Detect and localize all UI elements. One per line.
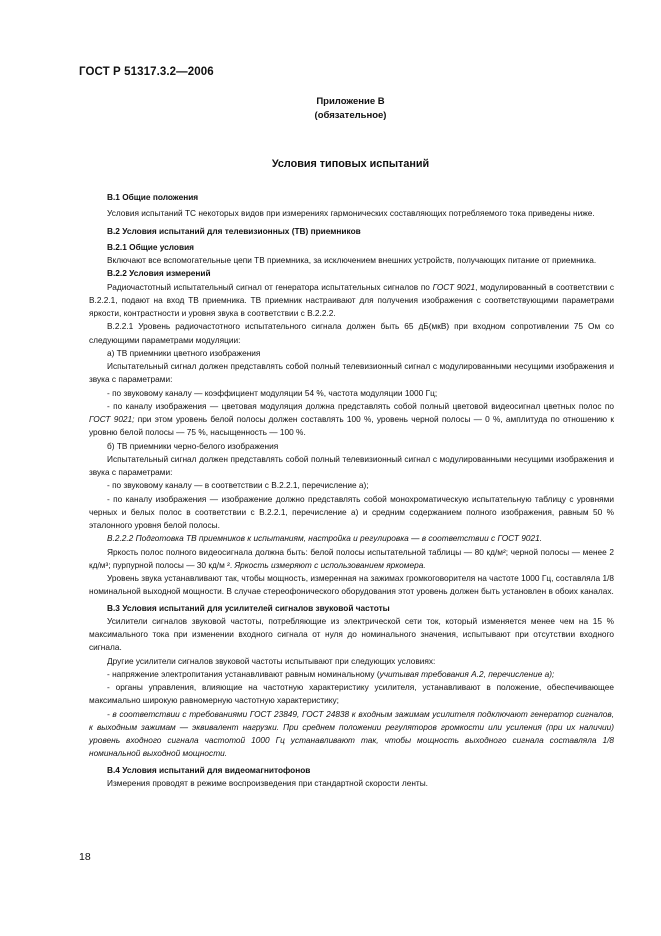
list-item [89,400,614,440]
list-item: - по звуковому каналу — в соответствии с В.2.2.1, перечисление а); [107,480,369,491]
section-heading-b2: В.2 Условия испытаний для телевизионных (ТВ) приемников [107,225,361,236]
section-heading-b1: В.1 Общие положения [107,192,199,202]
paragraph [89,546,614,573]
list-item: - по звуковому каналу — коэффициент модуляции 54 %, частота модуляции 1000 Гц; [107,387,438,398]
text-run: Яркость полос полного видеосигнала должна быть: белой полосы испытательной таблицы — 80 кд/м²; черной полосы — менее 2 кд/м³; пурпурной полосы — 30 кд/м ². [89,546,614,570]
section-heading-b4: В.4 Условия испытаний для видеомагнитофонов [107,764,311,775]
list-label: б) ТВ приемники черно-белого изображения [107,440,279,451]
paragraph: Другие усилители сигналов звуковой частоты испытывают при следующих условиях: [107,655,436,666]
text-run: при этом уровень белой полосы должен составлять 100 %, уровень черной полосы — 0 %, амплитуда по отношению к уровню белой полосы — 75 %, насыщенность — 100 %. [89,414,614,438]
document-body [89,191,614,790]
italic-note: Яркость измеряют с использованием яркомера. [234,559,426,570]
paragraph: Уровень звука устанавливают так, чтобы мощность, измеренная на зажимах громкоговорителя на частоте 1000 Гц, составляла 1/8 номинальной выходной мощности. В случае стереофонического оборудования этот уровень должен быть установлен в обоих каналах. [89,573,614,597]
page-number: 18 [79,851,91,863]
annex-label: Приложение В [316,96,385,107]
paragraph: Испытательный сигнал должен представлять собой полный телевизионный сигнал с модулированными несущими изображения и звука с параметрами: [89,361,614,385]
paragraph: В.2.2.1 Уровень радиочастотного испытательного сигнала должен быть 65 дБ(мкВ) при входном сопротивлении 75 Ом со следующими параметрами модуляции: [89,321,614,345]
text-run: - по каналу изображения — цветовая модуляция должна представлять собой полный цветовой видеосигнал цветных полос по [107,400,614,411]
text-run: , модулированный в соответствии с В.2.2.1, подают на вход ТВ приемника. ТВ приемник настраивают для получения изображения с соответствующими параметрами яркости, контрастности и уровня звука в соответствии с В.2.2.2. [89,281,614,318]
document-header-code: ГОСТ Р 51317.3.2—2006 [79,66,214,78]
list-item [89,668,614,681]
list-item: - по каналу изображения — изображение должно представлять собой монохроматическую испытательную таблицу с уровнями черных и белых полос в соответствии с В.2.2.1, перечисление а) и средним содержанием полного изображения, равным 50 % эталонного уровня белой полосы. [89,493,614,530]
italic-note: учитывая требования А.2, перечисление а); [379,668,555,679]
paragraph: Включают все вспомогательные цепи ТВ приемника, за исключением внешних устройств, получающих питание от приемника. [107,255,597,265]
subsection-heading-b2-2: В.2.2 Условия измерений [107,268,211,279]
list-item: - органы управления, влияющие на частотную характеристику усилителя, устанавливают в положение, обеспечивающее максимально широкую равномерную частотную характеристику; [89,682,614,706]
paragraph [89,281,614,321]
section-heading-b3: В.3 Условия испытаний для усилителей сигналов звуковой частоты [107,602,390,613]
text-run: - напряжение электропитания устанавливают равным номинальному ( [107,668,380,679]
standard-reference: ГОСТ 9021 [432,281,476,292]
list-label: а) ТВ приемники цветного изображения [107,347,261,358]
paragraph: Испытательный сигнал должен представлять собой полный телевизионный сигнал с модулированными несущими изображения и звука с параметрами: [89,453,614,477]
paragraph: В.2.2.2 Подготовка ТВ приемников к испытаниям, настройка и регулировка — в соответствии с ГОСТ 9021. [107,533,543,544]
standard-reference: ГОСТ 9021; [89,414,135,424]
paragraph: Измерения проводят в режиме воспроизведения при стандартной скорости ленты. [107,777,428,788]
paragraph: Условия испытаний ТС некоторых видов при измерениях гармонических составляющих потребляемого тока приведены ниже. [107,208,595,219]
paragraph: Усилители сигналов звуковой частоты, потребляющие из электрической сети ток, который изменяется менее чем на 15 % максимального тока при изменении входного сигнала от нуля до номинального значения, испытывают при отсутствии входного сигнала. [89,615,614,653]
subsection-heading-b2-1: В.2.1 Общие условия [107,241,195,252]
annex-status: (обязательное) [314,110,387,121]
annex-title: Условия типовых испытаний [271,158,430,170]
text-run: Радиочастотный испытательный сигнал от генератора испытательных сигналов по [107,281,433,292]
list-item: - в соответствии с требованиями ГОСТ 23849, ГОСТ 24838 к входным зажимам усилителя подключают генератор сигналов, к выходным зажимам — эквивалент нагрузки. При среднем положении регуляторов громкости или усиления (при их наличии) уровень входного сигнала частотой 1000 Гц устанавливают так, чтобы мощность выходного сигнала составляла 1/8 номинальной выходной мощности. [89,708,614,759]
